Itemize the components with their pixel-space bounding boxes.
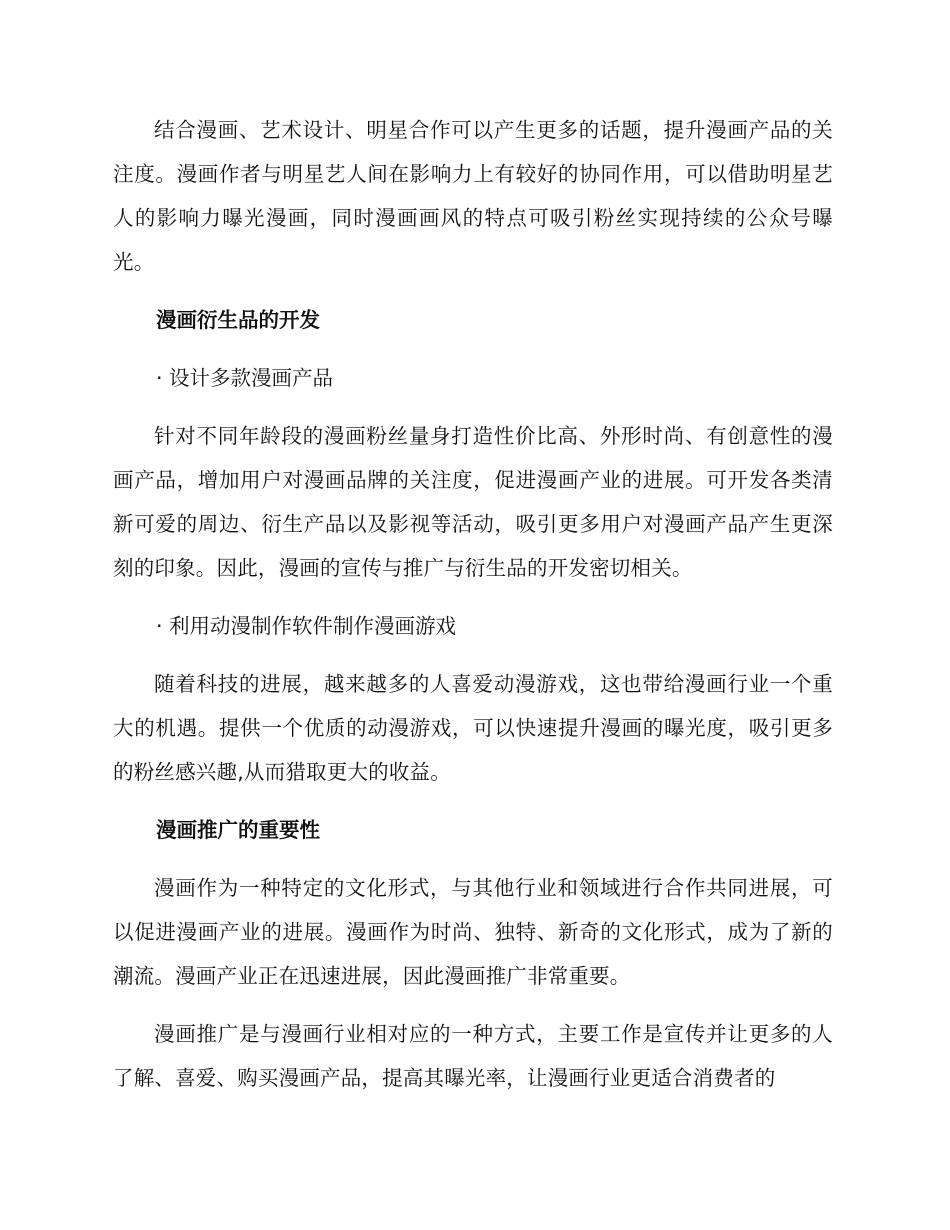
paragraph-products: 针对不同年龄段的漫画粉丝量身打造性价比高、外形时尚、有创意性的漫画产品，增加用户对漫画品牌的关注度，促进漫画产业的进展。可开发各类清新可爱的周边、衍生产品以及影视等活动，吸引更多用户对漫画产品产生更深刻的印象。因此，漫画的宣传与推广与衍生品的开发密切相关。 [113, 424, 833, 580]
bullet-games: · 利用动漫制作软件制作漫画游戏 [156, 614, 457, 638]
paragraph-promotion: 漫画推广是与漫画行业相对应的一种方式，主要工作是宣传并让更多的人了解、喜爱、购买漫画产品，提高其曝光率，让漫画行业更适合消费者的 [113, 1022, 833, 1090]
paragraph-importance: 漫画作为一种特定的文化形式，与其他行业和领域进行合作共同进展，可以促进漫画产业的进展。漫画作为时尚、独特、新奇的文化形式，成为了新的潮流。漫画产业正在迅速进展，因此漫画推广非常重要。 [113, 876, 833, 988]
section-heading-importance: 漫画推广的重要性 [156, 818, 320, 842]
document-body [113, 108, 833, 1114]
section-heading-derivatives: 漫画衍生品的开发 [156, 308, 320, 332]
paragraph-games: 随着科技的进展，越来越多的人喜爱动漫游戏，这也带给漫画行业一个重大的机遇。提供一个优质的动漫游戏，可以快速提升漫画的曝光度，吸引更多的粉丝感兴趣,从而猎取更大的收益。 [113, 672, 833, 784]
paragraph-intro: 结合漫画、艺术设计、明星合作可以产生更多的话题，提升漫画产品的关注度。漫画作者与明星艺人间在影响力上有较好的协同作用，可以借助明星艺人的影响力曝光漫画，同时漫画画风的特点可吸引粉丝实现持续的公众号曝光。 [113, 118, 833, 274]
bullet-design-products: · 设计多款漫画产品 [156, 366, 334, 390]
